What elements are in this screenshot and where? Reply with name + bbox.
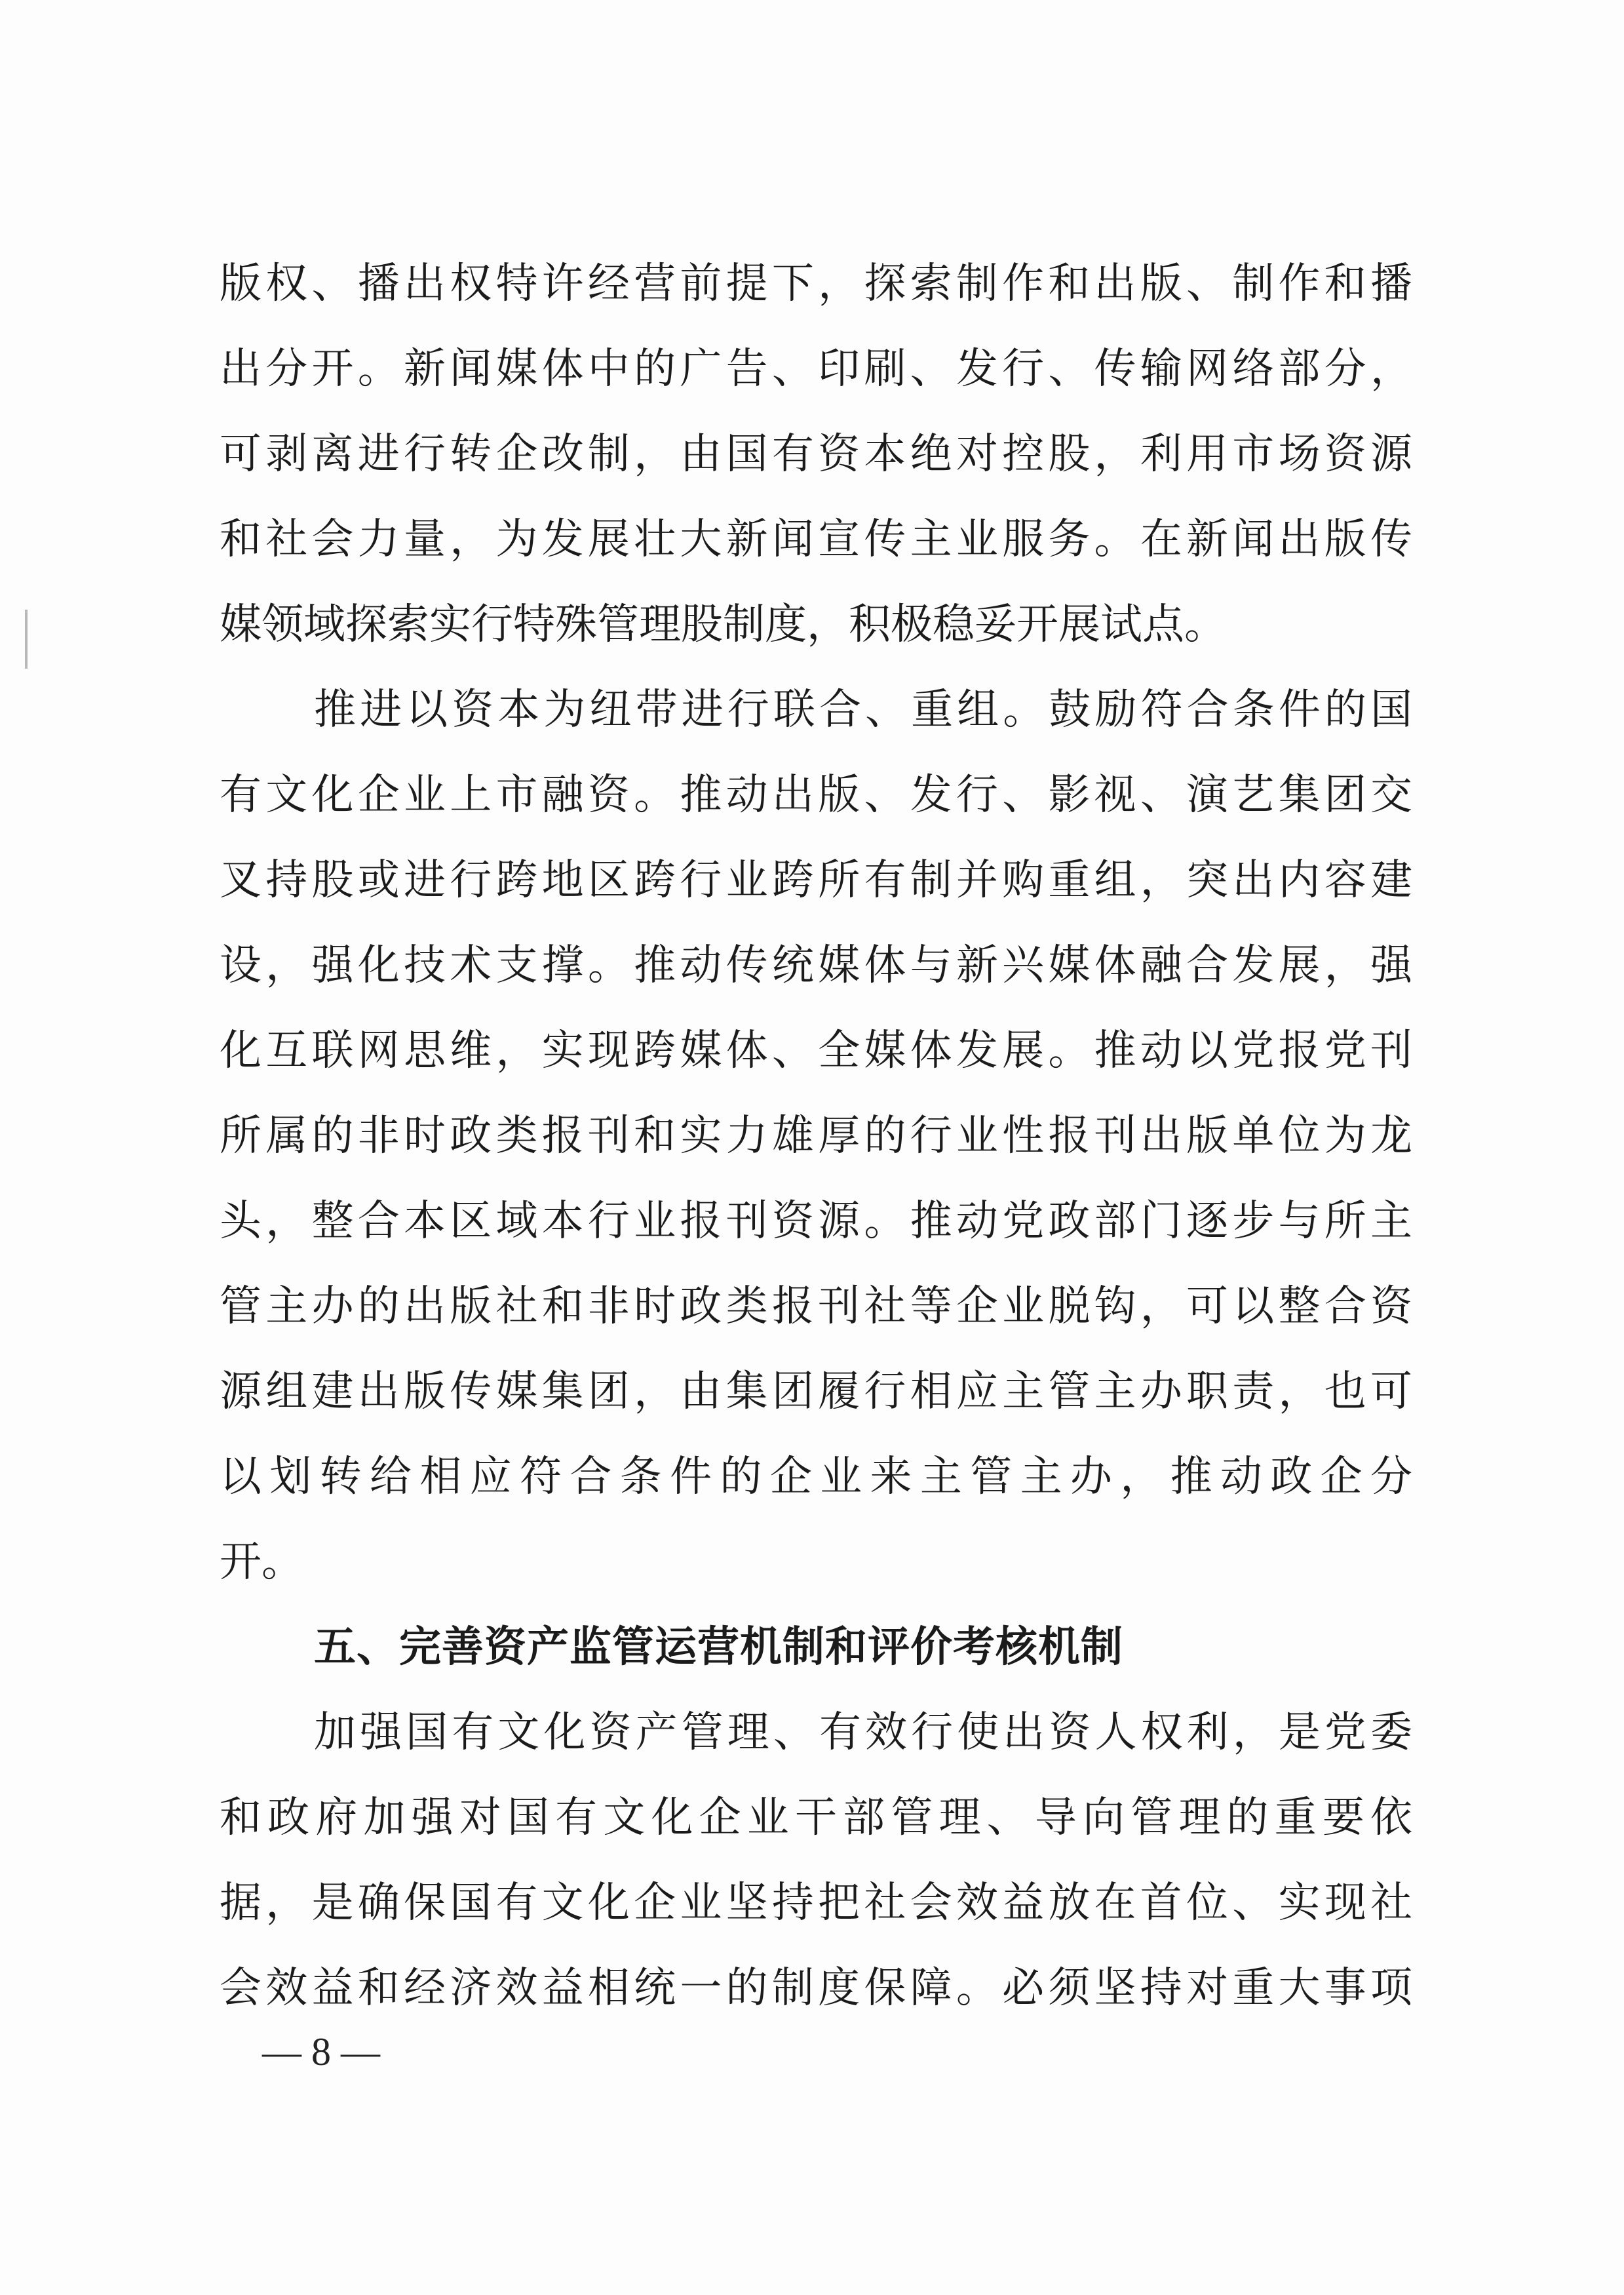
text-line: 化互联网思维，实现跨媒体、全媒体发展。推动以党报党刊 bbox=[220, 1027, 1412, 1075]
text-line: 源组建出版传媒集团，由集团履行相应主管主办职责，也可 bbox=[220, 1367, 1412, 1416]
text-line: 会效益和经济效益相统一的制度保障。必须坚持对重大事项 bbox=[220, 1964, 1412, 2012]
paragraph-1 bbox=[220, 241, 1412, 667]
page-number: — 8 — bbox=[262, 2030, 380, 2073]
text-line: 和社会力量，为发展壮大新闻宣传主业服务。在新闻出版传 bbox=[220, 515, 1412, 564]
scan-margin-mark bbox=[25, 610, 28, 669]
text-line: 版权、播出权特许经营前提下，探索制作和出版、制作和播 bbox=[220, 260, 1412, 308]
text-line: 叉持股或进行跨地区跨行业跨所有制并购重组，突出内容建 bbox=[220, 856, 1412, 905]
text-line: 可剥离进行转企改制，由国有资本绝对控股，利用市场资源 bbox=[220, 430, 1412, 479]
text-line: 有文化企业上市融资。推动出版、发行、影视、演艺集团交 bbox=[220, 771, 1412, 819]
text-line: 管主办的出版社和非时政类报刊社等企业脱钩，可以整合资 bbox=[220, 1282, 1412, 1331]
text-line: 和政府加强对国有文化企业干部管理、导向管理的重要依 bbox=[220, 1794, 1412, 1842]
text-line: 头，整合本区域本行业报刊资源。推动党政部门逐步与所主 bbox=[220, 1197, 1412, 1246]
section-heading: 五、完善资产监管运营机制和评价考核机制 bbox=[314, 1623, 1123, 1672]
text-line: 设，强化技术支撑。推动传统媒体与新兴媒体融合发展，强 bbox=[220, 941, 1412, 990]
text-line: 推进以资本为纽带进行联合、重组。鼓励符合条件的国 bbox=[314, 686, 1412, 734]
document-body bbox=[220, 241, 1412, 2031]
text-line: 以划转给相应符合条件的企业来主管主办，推动政企分 bbox=[220, 1453, 1412, 1501]
text-line: 所属的非时政类报刊和实力雄厚的行业性报刊出版单位为龙 bbox=[220, 1112, 1412, 1160]
text-line: 媒领域探索实行特殊管理股制度，积极稳妥开展试点。 bbox=[220, 600, 1226, 649]
text-line: 加强国有文化资产管理、有效行使出资人权利，是党委 bbox=[314, 1708, 1412, 1757]
text-line: 开。 bbox=[220, 1538, 303, 1586]
text-line: 出分开。新闻媒体中的广告、印刷、发行、传输网络部分， bbox=[220, 345, 1412, 393]
text-line: 据，是确保国有文化企业坚持把社会效益放在首位、实现社 bbox=[220, 1879, 1412, 1927]
paragraph-2 bbox=[220, 667, 1412, 1605]
paragraph-3 bbox=[220, 1690, 1412, 2031]
